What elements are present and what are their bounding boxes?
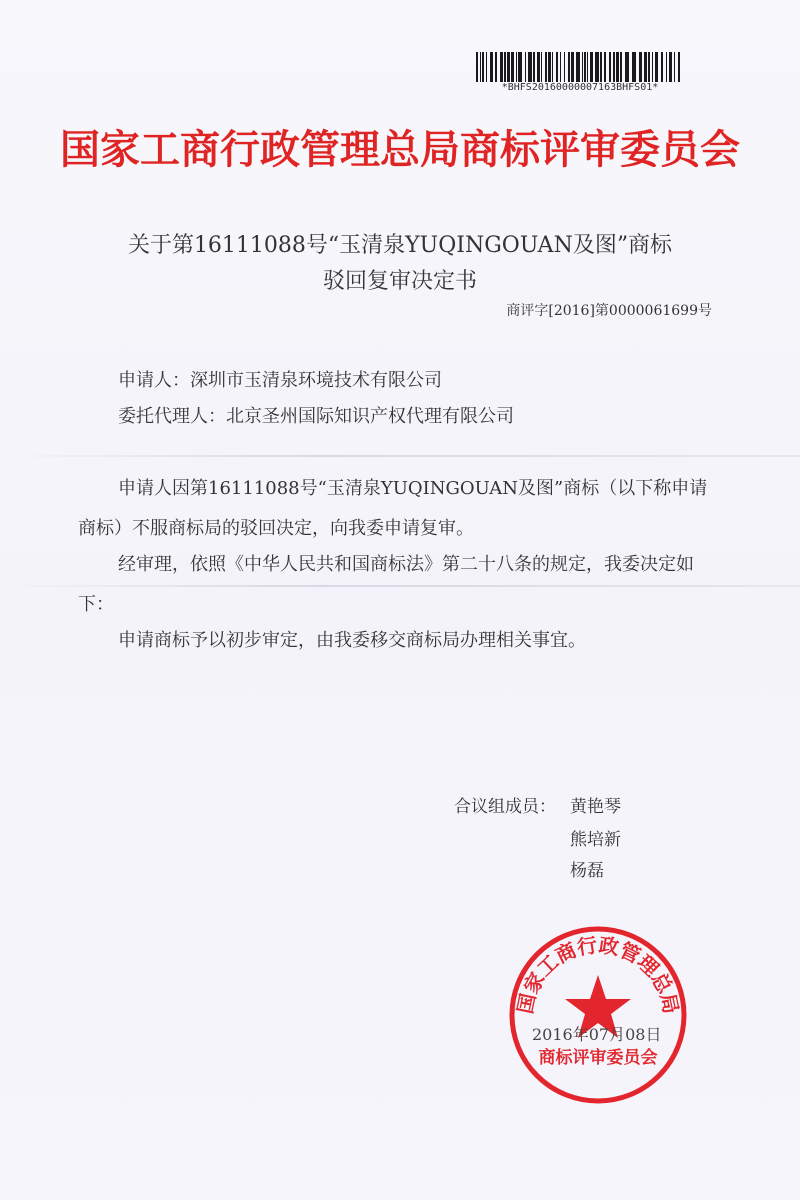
- barcode-bar: [652, 52, 653, 82]
- barcode-bar: [584, 52, 586, 82]
- panel-member: 杨磊: [570, 861, 604, 881]
- barcode-bar: [613, 52, 615, 82]
- issuing-organization-header: 国家工商行政管理总局商标评审委员会: [60, 127, 740, 173]
- barcode-bar: [476, 52, 478, 82]
- barcode-number: *BHFS20160000007163BHFS01*: [501, 82, 659, 93]
- barcode-bar: [504, 52, 506, 82]
- barcode-bar: [595, 52, 599, 82]
- barcode-bar: [600, 52, 602, 82]
- barcode-bar: [495, 52, 497, 82]
- barcode-bar: [528, 52, 532, 82]
- barcode-bar: [669, 52, 672, 82]
- barcode-bar: [480, 52, 481, 82]
- barcode-bar: [620, 52, 622, 82]
- barcode-image: [476, 52, 682, 82]
- barcode-bar: [590, 52, 593, 82]
- barcode-bar: [604, 52, 606, 82]
- barcode-bar: [632, 52, 636, 82]
- barcode-bar: [556, 52, 558, 82]
- panel-member: 黄艳琴: [570, 797, 621, 817]
- barcode-bar: [609, 52, 611, 82]
- barcode-bar: [661, 52, 663, 82]
- barcode-bar: [490, 52, 493, 82]
- barcode-bar: [616, 52, 619, 82]
- barcode-bar: [525, 52, 526, 82]
- barcode-bar: [666, 52, 667, 82]
- barcode-bar: [576, 52, 580, 82]
- body-paragraph-2: 经审理，依照《中华人民共和国商标法》第二十八条的规定，我委决定如下：: [78, 554, 694, 615]
- paper-fold-line: [0, 455, 800, 457]
- official-seal: [506, 923, 690, 1107]
- seal-top-text: 国家工商行政管理总局: [512, 932, 684, 1016]
- applicant-line: 申请人：深圳市玉清泉环境技术有限公司: [118, 370, 442, 391]
- barcode-bar: [625, 52, 629, 82]
- barcode-bar: [587, 52, 588, 82]
- barcode-bar: [674, 52, 675, 82]
- barcode-block: [470, 52, 700, 93]
- barcode-bar: [582, 52, 583, 82]
- decision-title-line1: 关于第16111088号“玉清泉YUQINGOUAN及图”商标: [127, 233, 673, 258]
- panel-label: 合议组成员：: [454, 797, 556, 817]
- body-paragraph-3: 申请商标予以初步审定，由我委移交商标局办理相关事宜。: [118, 630, 586, 651]
- barcode-bar: [486, 52, 487, 82]
- barcode-bar: [648, 52, 650, 82]
- seal-bottom-text: 商标评审委员会: [538, 1048, 658, 1068]
- barcode-bar: [507, 52, 510, 82]
- panel-member: 熊培新: [570, 830, 621, 850]
- barcode-bar: [541, 52, 542, 82]
- barcode-bar: [516, 52, 517, 82]
- barcode-bar: [639, 52, 642, 82]
- barcode-bar: [571, 52, 574, 82]
- barcode-bar: [564, 52, 565, 82]
- decision-title-line2: 驳回复审决定书: [322, 269, 477, 294]
- issue-date: 2016年07月08日: [532, 1025, 662, 1044]
- barcode-bar: [518, 52, 522, 82]
- barcode-bar: [548, 52, 551, 82]
- barcode-bar: [655, 52, 658, 82]
- barcode-bar: [500, 52, 503, 82]
- reference-number: 商评字[2016]第0000061699号: [506, 303, 712, 319]
- barcode-bar: [511, 52, 514, 82]
- barcode-bar: [545, 52, 547, 82]
- barcode-bar: [560, 52, 561, 82]
- barcode-bar: [644, 52, 647, 82]
- barcode-bar: [482, 52, 484, 82]
- barcode-bar: [537, 52, 540, 82]
- barcode-bar: [552, 52, 553, 82]
- agent-line: 委托代理人：北京圣州国际知识产权代理有限公司: [118, 406, 514, 427]
- barcode-bar: [533, 52, 535, 82]
- barcode-bar: [678, 52, 680, 82]
- barcode-bar: [568, 52, 570, 82]
- body-paragraph-1: 申请人因第16111088号“玉清泉YUQINGOUAN及图”商标（以下称申请商标）不服商标局的驳回决定，向我委申请复审。: [78, 478, 708, 539]
- decision-title: [0, 228, 800, 300]
